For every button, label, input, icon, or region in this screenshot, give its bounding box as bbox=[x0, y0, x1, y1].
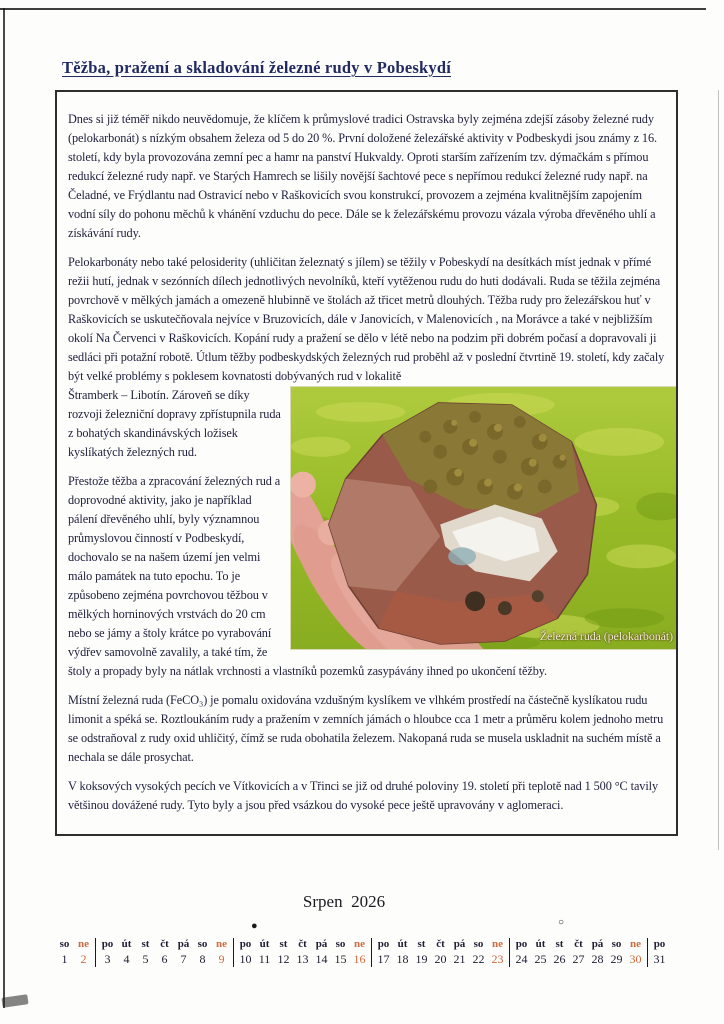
calendar bbox=[53, 917, 671, 967]
calendar-day-name: so bbox=[197, 938, 208, 950]
calendar-day-name: st bbox=[279, 938, 288, 950]
calendar-week bbox=[510, 938, 648, 967]
full-moon-icon: ○ bbox=[558, 917, 565, 928]
calendar-day-number: 22 bbox=[472, 952, 485, 966]
calendar-day-number: 2 bbox=[80, 952, 87, 966]
calendar-week bbox=[96, 938, 234, 967]
calendar-day-name: po bbox=[515, 938, 528, 950]
calendar-week bbox=[372, 938, 510, 967]
calendar-day bbox=[469, 938, 488, 967]
calendar-day-name: út bbox=[121, 938, 132, 950]
calendar-day-name: pá bbox=[177, 938, 190, 950]
calendar-week bbox=[648, 938, 671, 967]
calendar-day-number: 11 bbox=[258, 952, 271, 966]
calendar-day-name: čt bbox=[436, 938, 445, 950]
calendar-day-number: 25 bbox=[534, 952, 547, 966]
calendar-month-title: Srpen 2026 bbox=[302, 892, 386, 911]
paragraph-2b: Štramberk – Libotín. Zároveň se díky rozvoji železniční dopravy zpřístupnila ruda z bohatých skandinávských ložisek kyslíkatých železných rud. bbox=[68, 388, 281, 459]
calendar-day-name: ne bbox=[492, 938, 503, 950]
calendar-weeks bbox=[53, 938, 671, 967]
calendar-day-number: 9 bbox=[218, 952, 225, 966]
calendar-day-name: ne bbox=[78, 938, 89, 950]
calendar-day-name: ne bbox=[354, 938, 365, 950]
calendar-day-number: 15 bbox=[334, 952, 347, 966]
calendar-day-number: 4 bbox=[123, 952, 130, 966]
calendar-day bbox=[312, 938, 331, 967]
calendar-day-name: st bbox=[417, 938, 426, 950]
calendar-day-name: so bbox=[335, 938, 346, 950]
calendar-day bbox=[274, 938, 293, 967]
calendar-day bbox=[431, 938, 450, 967]
calendar-day-name: so bbox=[473, 938, 484, 950]
calendar-day-number: 29 bbox=[610, 952, 623, 966]
calendar-day-number: 17 bbox=[377, 952, 390, 966]
calendar-day bbox=[588, 938, 607, 967]
calendar-day-name: st bbox=[141, 938, 150, 950]
photo-caption: Železná ruda (pelokarbonát) bbox=[539, 629, 673, 643]
calendar-day bbox=[650, 938, 669, 967]
calendar-day-name: ne bbox=[630, 938, 641, 950]
calendar-day-number: 12 bbox=[277, 952, 290, 966]
article-box bbox=[55, 90, 678, 836]
calendar-day bbox=[374, 938, 393, 967]
scan-edge-top bbox=[0, 8, 706, 10]
calendar-day bbox=[626, 938, 645, 967]
calendar-day bbox=[255, 938, 274, 967]
calendar-day-number: 6 bbox=[161, 952, 168, 966]
calendar-day-name: út bbox=[535, 938, 546, 950]
calendar-day-name: po bbox=[101, 938, 114, 950]
calendar-day-number: 19 bbox=[415, 952, 428, 966]
calendar-day-name: pá bbox=[315, 938, 328, 950]
calendar-day bbox=[55, 938, 74, 967]
calendar-day bbox=[393, 938, 412, 967]
calendar-day-number: 8 bbox=[199, 952, 206, 966]
page-title: Těžba, pražení a skladování železné rudy v Pobeskydí bbox=[62, 58, 451, 77]
paragraph-1: Dnes si již téměř nikdo neuvědomuje, že klíčem k průmyslové tradici Ostravska byly zejména zdejší zásoby železné rudy (pelokarbonát) s nízkým obsahem železa od 5 do 20 %. První doložené železářské aktivity v Podbeskydi jsou známy z 16. století, kdy byla provozována zemní pec a hamr na panství Hukvaldy. Oproti starším zařízením tzv. dýmačkám s přímou redukcí železné rudy např. ve Starých Hamrech se lišily novější šachtové pece s nepřímou redukcí železné rudy např. na Čeladné, ve Frýdlantu nad Ostravicí nebo v Raškovicích svou konstrukcí, provozem a zejména kvalitnějším zapojením vodní síly do pohonu měchů k vhánění vzduchu do pece. Dále se k železářskému provozu vázala výroba dřevěného uhlí a získávání rudy. bbox=[68, 112, 657, 240]
calendar-day-number: 23 bbox=[491, 952, 504, 966]
calendar-day bbox=[488, 938, 507, 967]
ore-photo-illustration bbox=[291, 387, 678, 649]
calendar-day bbox=[331, 938, 350, 967]
calendar-day bbox=[136, 938, 155, 967]
calendar-day bbox=[350, 938, 369, 967]
calendar-day bbox=[550, 938, 569, 967]
calendar-day-number: 21 bbox=[453, 952, 466, 966]
calendar-day-number: 20 bbox=[434, 952, 447, 966]
calendar-day-number: 30 bbox=[629, 952, 642, 966]
calendar-day bbox=[450, 938, 469, 967]
calendar-day-number: 24 bbox=[515, 952, 528, 966]
scan-edge-left bbox=[3, 8, 5, 1008]
calendar-day bbox=[155, 938, 174, 967]
calendar-day bbox=[512, 938, 531, 967]
scan-corner-mark bbox=[1, 994, 28, 1008]
calendar-day bbox=[412, 938, 431, 967]
calendar-day-name: po bbox=[377, 938, 390, 950]
calendar-day-number: 16 bbox=[353, 952, 366, 966]
calendar-day-number: 26 bbox=[553, 952, 566, 966]
calendar-day-number: 27 bbox=[572, 952, 585, 966]
calendar-day-number: 7 bbox=[180, 952, 187, 966]
calendar-day bbox=[293, 938, 312, 967]
calendar-day bbox=[569, 938, 588, 967]
paragraph-5: V koksových vysokých pecích ve Vítkovicích a v Třinci se již od druhé poloviny 19. století při teplotě nad 1 500 °C tavily většinou dovážené rudy. Tyto byly a jsou před vsázkou do vysoké pece ještě upravovány v aglomeraci. bbox=[68, 779, 659, 812]
calendar-day-name: čt bbox=[298, 938, 307, 950]
calendar-day-number: 14 bbox=[315, 952, 328, 966]
calendar-day-name: pá bbox=[591, 938, 604, 950]
calendar-day-number: 31 bbox=[653, 952, 666, 966]
calendar-day-number: 5 bbox=[142, 952, 149, 966]
calendar-day bbox=[236, 938, 255, 967]
calendar-day bbox=[117, 938, 136, 967]
scan-edge-right bbox=[718, 90, 719, 850]
calendar-day-number: 13 bbox=[296, 952, 309, 966]
new-moon-icon: ● bbox=[251, 920, 258, 932]
calendar-day bbox=[74, 938, 93, 967]
calendar-day bbox=[212, 938, 231, 967]
paragraph-3: Přestože těžba a zpracování železných rud a doprovodné aktivity, jako je například pálení dřevěného uhlí, byly významnou průmyslovou činností v Podbeskydí, dochovalo se na našem území jen velmi málo památek na tuto epochu. To je způsobeno zejména povrchovou těžbou v mělkých horninových vrstvách do 20 cm nebo se jámy a štoly krátce po vyrabování výdřev samovolně zavalily, a také tím, že štoly a propady byly na nátlak vrchnosti a vlastníků pozemků zasypávány ihned po ukončení těžby. bbox=[68, 474, 547, 678]
calendar-day bbox=[174, 938, 193, 967]
calendar-day-name: út bbox=[259, 938, 270, 950]
calendar-day-number: 10 bbox=[239, 952, 252, 966]
calendar-week bbox=[234, 938, 372, 967]
calendar-day-name: út bbox=[397, 938, 408, 950]
calendar-day-name: čt bbox=[574, 938, 583, 950]
calendar-day-name: po bbox=[653, 938, 666, 950]
calendar-day bbox=[607, 938, 626, 967]
paragraph-4: Místní železná ruda (FeCO₃) je pomalu oxidována vzdušným kyslíkem ve vlhkém prostředí na částečně kyslíkatou rudu limonit a spéká se. Roztloukáním rudy a pražením v zemních jámách o hloubce cca 1 metr a průměru kolem jednoho metru se odstraňoval z rudy oxid uhličitý, čímž se ruda obohatila železem. Nakopaná ruda se musela uskladnit na suchém místě a nechala se dále prosychat. bbox=[68, 693, 664, 764]
calendar-day bbox=[193, 938, 212, 967]
calendar-day-number: 3 bbox=[104, 952, 111, 966]
calendar-day-name: so bbox=[59, 938, 70, 950]
calendar-day-number: 1 bbox=[61, 952, 68, 966]
calendar-day bbox=[531, 938, 550, 967]
calendar-day-name: čt bbox=[160, 938, 169, 950]
calendar-day-name: ne bbox=[216, 938, 227, 950]
calendar-day-name: po bbox=[239, 938, 252, 950]
calendar-day-number: 18 bbox=[396, 952, 409, 966]
paragraph-2a: Pelokarbonáty nebo také pelosiderity (uhličitan železnatý s jílem) se těžily v Pobeskydí na desítkách míst jednak v přímé režii hutí, jednak v sezónních dílech jednotlivých nevolníků, kteří vytěženou rudu do huti dodávali. Ruda se těžila zejména povrchově v mělkých jamách a omezeně hlubinně ve štolách až třicet metrů dlouhých. Těžba rudy pro železářskou huť v Raškovicích se uskutečňovala nejvíce v Bruzovicích, dále v Janovicích, v Malenovicích , na Morávce a také v nejbližším okolí Na Červenci v Raškovicích. Kopání rudy a pražení se dělo v létě nebo na podzim při dobrém počasí a dopravovali ji sedláci při potažní robotě. Útlum těžby podbeskydských železných rud proběhl až v poslední čtvrtině 19. století, kdy začaly být velké problémy s poklesem kovnatosti dobývaných rud v lokalitě bbox=[68, 255, 665, 383]
calendar-day bbox=[98, 938, 117, 967]
calendar-day-name: pá bbox=[453, 938, 466, 950]
calendar-week bbox=[53, 938, 96, 967]
ore-photo bbox=[291, 387, 678, 649]
calendar-day-name: so bbox=[611, 938, 622, 950]
calendar-day-name: st bbox=[555, 938, 564, 950]
calendar-day-number: 28 bbox=[591, 952, 604, 966]
